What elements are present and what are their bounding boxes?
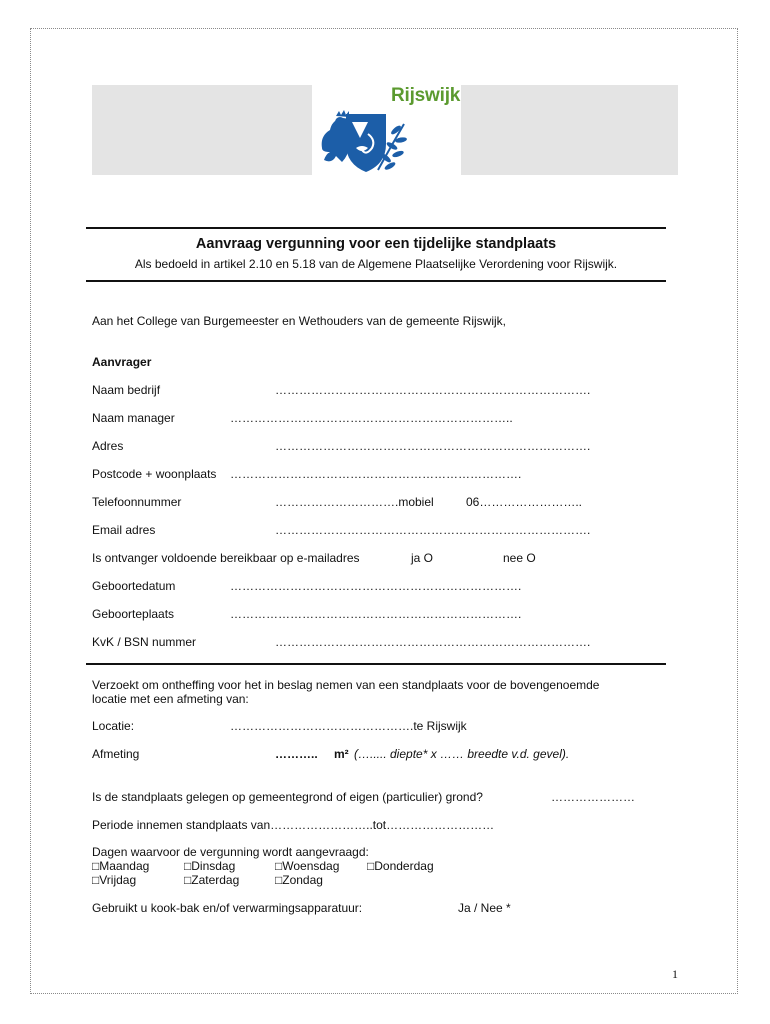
birthdate-label: Geboortedatum bbox=[92, 579, 176, 593]
kvk-label: KvK / BSN nummer bbox=[92, 635, 197, 649]
section-rule bbox=[86, 663, 666, 665]
mobile-field[interactable]: 06…………………….. bbox=[466, 495, 583, 509]
page-title: Aanvraag vergunning voor een tijdelijke standplaats bbox=[195, 236, 557, 252]
company-label: Naam bedrijf bbox=[92, 383, 161, 397]
page-number: 1 bbox=[672, 967, 678, 981]
day-option-sunday[interactable]: □Zondag bbox=[275, 873, 323, 887]
page-subtitle: Als bedoeld in artikel 2.10 en 5.18 van de Algemene Plaatselijke Verordening voor Rijswijk. bbox=[134, 257, 618, 271]
email-field[interactable]: ……………………………………………………………………. bbox=[275, 523, 591, 537]
size-field[interactable]: ……….. bbox=[275, 747, 318, 761]
section-heading-applicant: Aanvrager bbox=[92, 355, 152, 369]
reachable-question: Is ontvanger voldoende bereikbaar op e-mailadres bbox=[92, 551, 360, 565]
postcode-field[interactable]: ………………………………………………………………. bbox=[230, 467, 522, 481]
location-label: Locatie: bbox=[92, 719, 135, 733]
title-rule-bottom bbox=[86, 280, 666, 282]
day-option-friday[interactable]: □Vrijdag bbox=[92, 873, 137, 887]
title-rule-top bbox=[86, 227, 666, 229]
phone-field[interactable]: ………………………….mobiel bbox=[275, 495, 434, 509]
postcode-label: Postcode + woonplaats bbox=[92, 467, 217, 481]
cooking-question: Gebruikt u kook-bak en/of verwarmingsapparatuur: bbox=[92, 901, 363, 915]
cooking-answer-option[interactable]: Ja / Nee * bbox=[458, 901, 511, 915]
day-option-wednesday[interactable]: □Woensdag bbox=[275, 859, 340, 873]
ground-field[interactable]: ………………… bbox=[551, 790, 635, 804]
address-label: Adres bbox=[92, 439, 124, 453]
size-unit: m² bbox=[334, 747, 349, 761]
header-grey-block-left bbox=[92, 85, 312, 175]
reachable-no-option[interactable]: nee O bbox=[503, 551, 536, 565]
request-text-line1: Verzoekt om ontheffing voor het in beslag nemen van een standplaats voor de bovengenoemde bbox=[92, 678, 600, 692]
location-field[interactable]: ……………………………………….te Rijswijk bbox=[230, 719, 467, 733]
ground-question: Is de standplaats gelegen op gemeentegrond of eigen (particulier) grond? bbox=[92, 790, 483, 804]
size-detail: (…..... diepte* x …… breedte v.d. gevel). bbox=[354, 747, 570, 761]
email-label: Email adres bbox=[92, 523, 156, 537]
birthplace-field[interactable]: ………………………………………………………………. bbox=[230, 607, 522, 621]
kvk-field[interactable]: ……………………………………………………………………. bbox=[275, 635, 591, 649]
manager-label: Naam manager bbox=[92, 411, 175, 425]
address-field[interactable]: ……………………………………………………………………. bbox=[275, 439, 591, 453]
intro-text: Aan het College van Burgemeester en Wethouders van de gemeente Rijswijk, bbox=[92, 314, 507, 328]
birthdate-field[interactable]: ………………………………………………………………. bbox=[230, 579, 522, 593]
day-option-saturday[interactable]: □Zaterdag bbox=[184, 873, 240, 887]
logo-wordmark: Rijswijk bbox=[391, 85, 461, 106]
phone-label: Telefoonnummer bbox=[92, 495, 182, 509]
header-grey-block-right bbox=[461, 85, 678, 175]
size-label: Afmeting bbox=[92, 747, 140, 761]
day-option-thursday[interactable]: □Donderdag bbox=[367, 859, 434, 873]
birthplace-label: Geboorteplaats bbox=[92, 607, 175, 621]
reachable-yes-option[interactable]: ja O bbox=[411, 551, 434, 565]
request-text-line2: locatie met een afmeting van: bbox=[92, 692, 249, 706]
rijswijk-crest-icon bbox=[316, 108, 408, 174]
day-option-monday[interactable]: □Maandag bbox=[92, 859, 150, 873]
day-option-tuesday[interactable]: □Dinsdag bbox=[184, 859, 236, 873]
manager-field[interactable]: …………………………………………………………….. bbox=[230, 411, 513, 425]
period-field[interactable]: Periode innemen standplaats van……………………..tot……………………… bbox=[92, 818, 495, 832]
days-heading: Dagen waarvoor de vergunning wordt aangevraagd: bbox=[92, 845, 369, 859]
company-field[interactable]: ……………………………………………………………………. bbox=[275, 383, 591, 397]
